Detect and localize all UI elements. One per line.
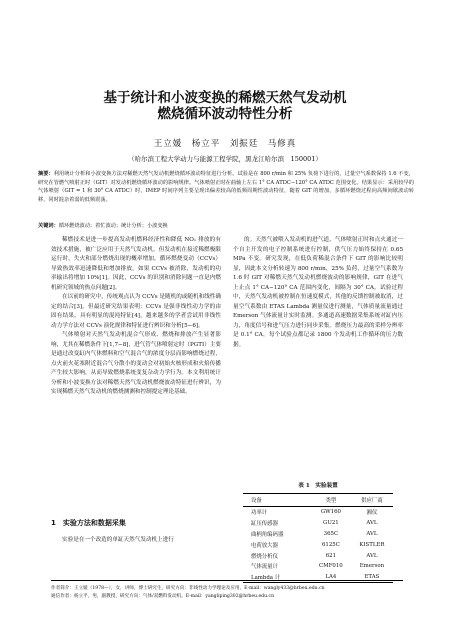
table-cell: 365C — [323, 530, 339, 537]
body-paragraph: 稀燃技术是进一步提高发动机燃料经济性和降低 NOₓ 排放的有效技术措施，被广泛应用于天然气发动机。但发动机在接近稀燃极限运行时，失火和部分燃烧出现的概率增加，循环燃烧变动（CCVs）导致热效率迅速降低和增加排放。如果 CCVs 被消除，发动机的功率输出将增加 10%[1]。因此，CCVs 的识别和消除问题一直是内燃机研究领域的热点问题[2]。 — [51, 237, 221, 291]
abstract-label: 摘要： — [38, 171, 54, 177]
table-header-cell: 设备 — [243, 494, 311, 507]
paper-title-line2: 燃烧循环波动特性分析 — [157, 106, 293, 122]
table-header-cell: 供应厂商 — [351, 494, 393, 507]
table-row — [243, 550, 393, 561]
table-cell: AVL — [366, 552, 378, 559]
body-paragraph: 气体喷射对天然气发动机混合气形成、燃烧和排放产生显著影响，尤其在稀燃条件下[1,7−8]，进气管气体喷射定时（PGTI）主要是通过改变缸内气体燃料和空气混合气的浓度分层而影响燃烧过程，点火前火花塞附近混合气分散小的变动会对初始火核形成和火焰传播产生较大影响，从而导致燃烧系统变复杂动力学行为。本文利用统计分析和小波变换方法对稀燃天然气发动机燃烧波动特征进行辨识，为实现稀燃天然气发动机的燃烧测测和控制提定理论基础。 — [51, 332, 221, 395]
right-column — [233, 236, 403, 350]
table-header-cell: 类型 — [311, 494, 351, 507]
keywords-label: 关键词： — [38, 223, 59, 229]
table-cell: 曲柄角编码器 — [251, 531, 284, 538]
keywords — [38, 222, 414, 230]
footnote-corresponding-author: 通信作者：杨立平，男，副教授，研究方向：气体/双燃料发动机。E-mail：yangliping302@hrbeu.edu.cn — [51, 594, 275, 599]
footnote-author-info: 作者简介：王立媛（1978—），女，讲师，博士研究生，研究方向：非线性动力学理论及应用，E-mail：wangly433@hrbeu.edu.cn — [51, 586, 325, 591]
table-cell: Lambda 计 — [243, 572, 311, 583]
table-row — [243, 539, 393, 550]
author-list: 王立媛 杨立平 刘振廷 马修真 — [153, 139, 297, 149]
table-row — [243, 572, 393, 583]
section-heading: 1 实验方法和数据采集 — [51, 519, 126, 527]
table-cell: Emerson — [359, 563, 385, 570]
table-row — [243, 518, 393, 529]
table-cell: LA4 — [311, 572, 351, 583]
table-cell: 621 — [325, 552, 337, 559]
table-row — [243, 529, 393, 540]
table-cell: CMF010 — [319, 563, 343, 570]
abstract-text: 利用统计分析和小波变换方法对稀燃天然气发动机燃烧循环波动特征进行分析。试验是在 800 r/min 和 25% 负荷下进行的，过量空气系数保持 1.6 不变，研究在管燃气喷射正时（GIT）对发动机燃烧循环波动的影响规律。气体喷射正时在曲轴上左右 1° CA ATDC−120° CA ATDC 范围变化。结果显示：采用较早的气体喷射（GIT = 1 和 30° CA ATDC）时，IMEP 时间序列主要呈现出偏差较高的低频周期性波动特征，随着 GIT 的增加，多循环燃烧过程向高频间歇波动转移，同时混杂着弱的低频震荡。 — [38, 171, 414, 203]
paper-title-line1: 基于统计和小波变换的稀燃天然气发动机 — [103, 90, 347, 106]
body-paragraph: 的。天然气被喂入发动机的进气道，气体喷射正时和点火通过一个自主开发的电子控制系统进行控制，供气压力始终保持在 0.65 MPa 不变。研究发现，在低负荷稀混合条件下 GIT 的影响比较明显，因此本文分析转速为 800 r/min，25% 负荷，过量空气系数为 1.6 时 GIT 对稀燃天然气发动机燃烧波动的影响规律，GIT 在进气上止点 1° CA−120° CA 范围内变化，间隔为 30° CA。试验过程中，天然气发动机被控制在恒速度模式，其他的反馈控制被取消，过量空气系数由 ETAS Lambda 测量仪进行测量，气体质量流量通过 Emerson 气体流量计实时监测。多通道高速数据采集系统对缸内压力，角度信号和进气压力进行同步采集。燃烧压力最高的采样分辨率是 0.1° CA，每个试验点都记录 1800 个发动机工作循环的压力数据。 — [233, 237, 403, 348]
section-text: 实验是在一个改造的单缸天然气发动机上进行 — [62, 537, 174, 543]
footnote-divider — [51, 580, 403, 581]
table-cell: KISTLER — [359, 541, 385, 548]
abstract — [38, 170, 414, 204]
equipment-table — [243, 493, 393, 583]
table-cell: 电荷放大器 — [251, 542, 278, 549]
table-cell: 6125C — [321, 541, 340, 548]
body-paragraph: 在以前的研究中，传统观点认为 CCVs 是随机的或随机和线性确定的结合[3]。但最近研究结果表明：CCVs 是强非线性动力学的由固有结果，具有明显的混沌特征[4]，越来越多的学者尝试用非线性动力学方法对 CCVs 演化规律和特征进行辨识和分析[5−6]。 — [51, 294, 221, 329]
table-row — [243, 561, 393, 572]
affiliation: （哈尔滨工程大学动力与能源工程学院，黑龙江哈尔滨 150001） — [128, 155, 322, 163]
keywords-text: 循环燃烧波动；着忙波动；统计分析；小波变换 — [58, 223, 168, 229]
table-cell: 燃烧分析仪 — [251, 553, 278, 560]
left-column — [51, 236, 221, 398]
table-cell: GW160 — [320, 509, 341, 516]
table-cell: 缸压传感器 — [251, 521, 278, 528]
table-header-row — [243, 494, 393, 507]
table-cell: 湘仪 — [366, 510, 378, 517]
table-row — [243, 507, 393, 518]
table-cell: GU21 — [323, 520, 339, 527]
table-cell: 气体流量计 — [251, 564, 278, 571]
table-cell: 功率计 — [251, 510, 268, 517]
table-cell: ETAS — [351, 572, 393, 583]
table-cell: AVL — [366, 530, 378, 537]
table-caption: 表 1 实验装置 — [298, 483, 338, 489]
table-cell: AVL — [366, 520, 378, 527]
